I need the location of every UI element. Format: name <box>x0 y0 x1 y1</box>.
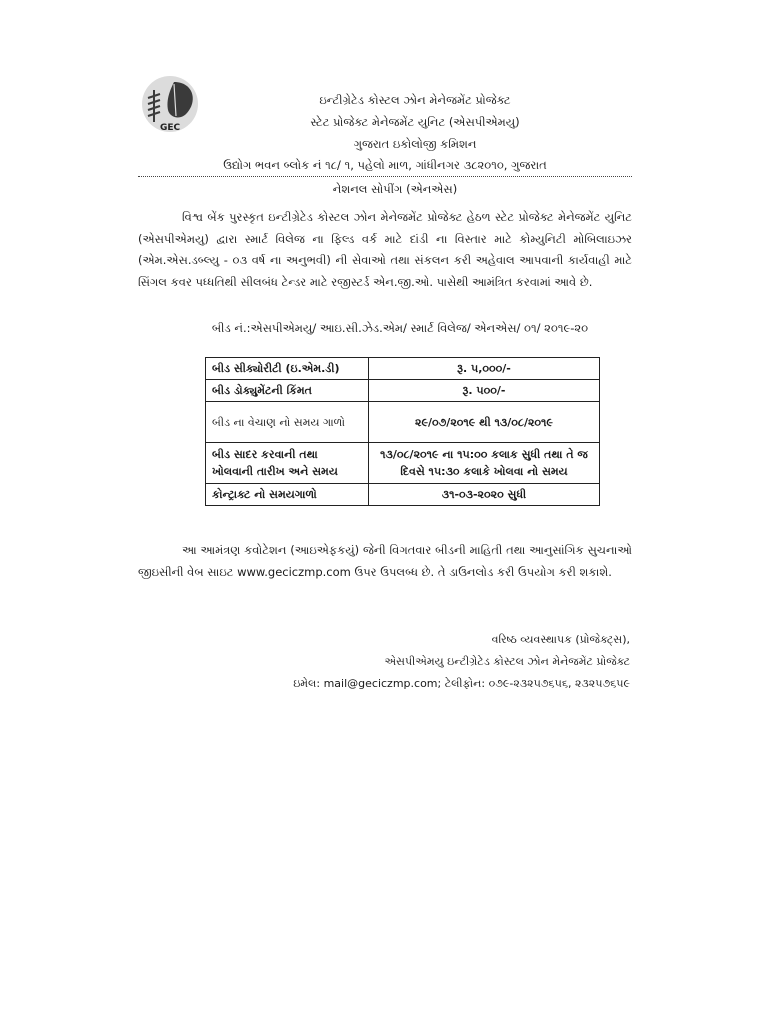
header-project-name: ઇન્ટીગ્રેટેડ કોસ્ટલ ઝોન મેનેજમેંટ પ્રોજેક્ટ <box>319 93 511 107</box>
bid-table-key: બીડ ડોક્યુમેંટની કિંમત <box>206 380 369 402</box>
signature-designation: વરિષ્ઠ વ્યવસ્થાપક (પ્રોજેક્ટ્સ), <box>491 633 630 646</box>
bid-table-value: રૂ. ૫૦૦/- <box>369 380 600 402</box>
bid-table-value: ૩૧-૦૩-૨૦૨૦ સુધી <box>369 484 600 506</box>
bid-table-key: બીડ સીક્યોરીટી (ઇ.એમ.ડી) <box>206 358 369 380</box>
header-commission-name: ગુજરાત ઇકોલોજી કમિશન <box>353 137 477 151</box>
table-row <box>206 402 600 443</box>
header-divider <box>138 176 632 177</box>
bid-table-value: ૨૯/૦૭/૨૦૧૯ થી ૧૩/૦૮/૨૦૧૯ <box>369 402 600 443</box>
header-unit-name: સ્ટેટ પ્રોજેક્ટ મેનેજમેંટ યુનિટ (એસપીએમયુ) <box>310 115 520 129</box>
table-row <box>206 484 600 506</box>
bid-table-value: રૂ. ૫,૦૦૦/- <box>369 358 600 380</box>
signature-office: એસપીએમયુ ઇન્ટીગ્રેટેડ કોસ્ટલ ઝોન મેનેજમેંટ પ્રોજેક્ટ <box>384 655 630 668</box>
bid-details-table <box>205 357 600 506</box>
bid-table-value: ૧૩/૦૮/૨૦૧૯ ના ૧૫:૦૦ કલાક સુધી તથા તે જ દિવસે ૧૫:૩૦ કલાકે ખોલવા નો સમય <box>369 443 600 484</box>
table-row <box>206 358 600 380</box>
header-address: ઉદ્યોગ ભવન બ્લોક નં ૧૮/ ૧, પહેલો માળ, ગાંધીનગર ૩૮૨૦૧૦, ગુજરાત <box>223 158 547 172</box>
table-row <box>206 380 600 402</box>
bid-table-key: કોન્ટ્રાક્ટ નો સમયગાળો <box>206 484 369 506</box>
bid-table-key: બીડ સાદર કરવાની તથા ખોલવાની તારીખ અને સમય <box>206 443 369 484</box>
svg-text:GEC: GEC <box>160 123 181 133</box>
bid-number: બીડ નં.:એસપીએમયુ/ આઇ.સી.ઝેડ.એમ/ સ્માર્ટ વિલેજ/ એનએસ/ ૦૧/ ૨૦૧૯-૨૦ <box>211 321 589 335</box>
closing-paragraph: આ આમંત્રણ કવોટેશન (આઇએફકયું) જેની વિગતવાર બીડની માહિતી તથા આનુસાંગિક સુચનાઓ જીઇસીની વેબ સાઇટ www.geciczmp.com ઉપર ઉપલબ્ધ છે. તે ડાઉનલોડ કરી ઉપયોગ કરી શકાશે. <box>138 543 632 579</box>
bid-table-key: બીડ ના વેચાણ નો સમય ગાળો <box>206 402 369 443</box>
signature-contact: ઇમેલ: mail@geciczmp.com; ટેલીફોન: ૦૭૯-૨૩૨૫૭૬૫૬, ૨૩૨૫૭૬૫૯ <box>293 677 630 690</box>
intro-paragraph: વિશ્વ બેંક પુરસ્કૃત ઇન્ટીગ્રેટેડ કોસ્ટલ ઝોન મેનેજમેંટ પ્રોજેક્ટ હેઠળ સ્ટેટ પ્રોજેક્ટ મેનેજમેંટ યુનિટ (એસપીએમયુ) દ્વારા સ્માર્ટ વિલેજ ના ફિલ્ડ વર્ક માટે દાંડી ના વિસ્તાર માટે કોમ્યુનિટી મોબિલાઇઝર (એમ.એસ.ડબ્લ્યુ - ૦૩ વર્ષ ના અનુભવી) ની સેવાઓ તથા સંકલન કરી અહેવાલ આપવાની કાર્યવાહી માટે સિંગલ કવર પધ્ધતિથી સીલબંધ ટેન્ડર માટે રજીસ્ટર્ડ એન.જી.ઓ. પાસેથી આમંત્રિત કરવામાં આવે છે. <box>138 210 632 289</box>
notice-type: નેશનલ સોપીંગ (એનએસ) <box>332 182 458 196</box>
table-row <box>206 443 600 484</box>
